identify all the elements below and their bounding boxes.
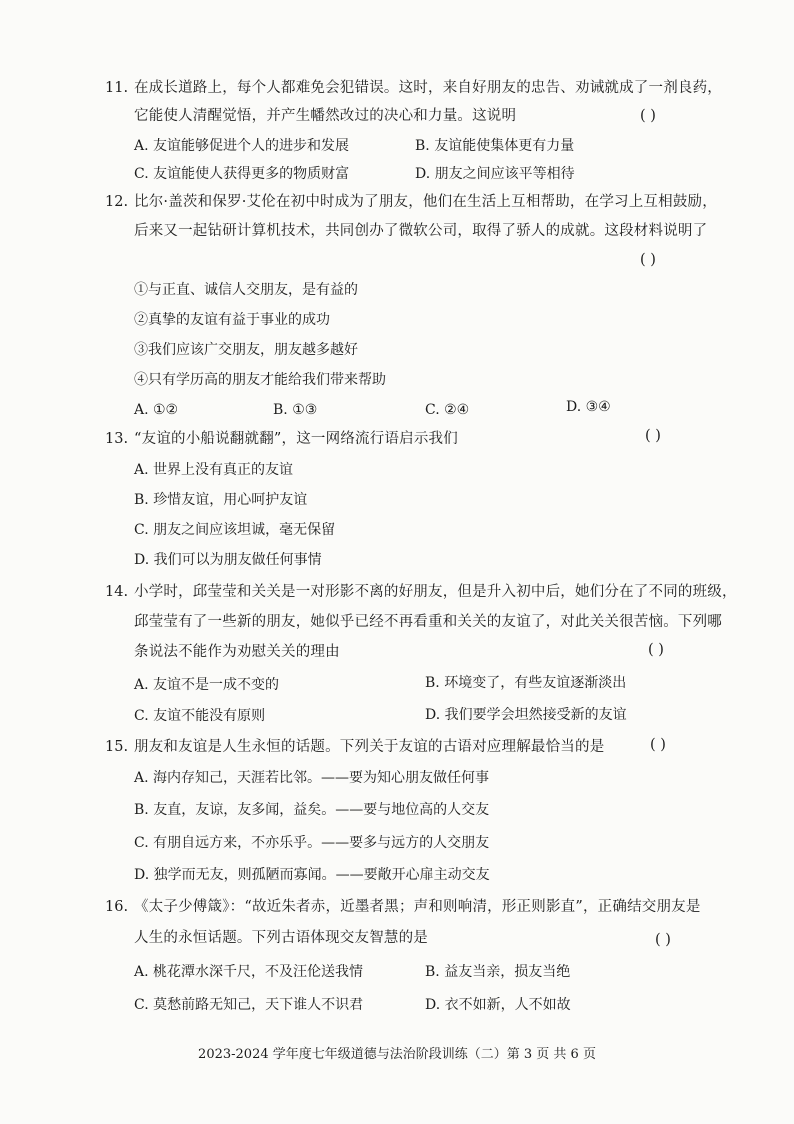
question-stem-line: 小学时，邱莹莹和关关是一对形影不离的好朋友，但是升入初中后，她们分在了不同的班级， (134, 584, 737, 600)
option-d: D. 我们可以为朋友做任何事情 (134, 552, 322, 568)
option-b: B. 益友当亲，损友当绝 (425, 964, 571, 980)
option-b: B. 友谊能使集体更有力量 (415, 138, 575, 154)
question-number: 15. (105, 739, 129, 755)
answer-bracket: ( ) (655, 932, 671, 948)
option-d: D. 我们要学会坦然接受新的友谊 (425, 707, 627, 723)
answer-bracket: ( ) (648, 642, 664, 658)
question-stem-line: 《太子少傅箴》：“故近朱者赤，近墨者黑；声和则响清，形正则影直”，正确结交朋友是 (134, 899, 701, 915)
option-c: C. 莫愁前路无知己，天下谁人不识君 (134, 997, 364, 1013)
option-c: C. 朋友之间应该坦诚，毫无保留 (134, 522, 336, 538)
question-stem-line: 后来又一起钻研计算机技术，共同创办了微软公司，取得了骄人的成就。这段材料说明了 (134, 223, 708, 239)
question-number: 14. (105, 584, 129, 600)
option-b: B. 环境变了，有些友谊逐渐淡出 (425, 675, 627, 691)
option-b: B. 珍惜友谊，用心呵护友谊 (134, 492, 308, 508)
answer-bracket: ( ) (640, 252, 656, 268)
option-c: C. 有朋自远方来，不亦乐乎。——要多与远方的人交朋友 (134, 835, 490, 851)
answer-bracket: ( ) (640, 108, 656, 124)
question-stem-line: 在成长道路上，每个人都难免会犯错误。这时，来自好朋友的忠告、劝诫就成了一剂良药， (134, 80, 722, 96)
option-a: A. 友谊能够促进个人的进步和发展 (134, 138, 350, 154)
option-a: A. 海内存知己，天涯若比邻。——要为知心朋友做任何事 (134, 770, 490, 786)
question-stem-line: 人生的永恒话题。下列古语体现交友智慧的是 (134, 930, 428, 946)
option-b: B. ①③ (273, 402, 318, 418)
question-stem-line: 邱莹莹有了一些新的朋友，她似乎已经不再看重和关关的友谊了，对此关关很苦恼。下列哪 (134, 614, 722, 630)
option-c: C. 友谊不能没有原则 (134, 708, 266, 724)
option-d: D. 衣不如新，人不如故 (425, 997, 571, 1013)
option-a: A. ①② (134, 402, 179, 418)
statement-3: ③我们应该广交朋友，朋友越多越好 (134, 342, 358, 358)
answer-bracket: ( ) (650, 737, 666, 753)
option-d: D. 独学而无友，则孤陋而寡闻。——要敞开心扉主动交友 (134, 867, 490, 883)
question-stem-line: 条说法不能作为劝慰关关的理由 (134, 644, 340, 660)
question-number: 16. (105, 899, 129, 915)
statement-1: ①与正直、诚信人交朋友，是有益的 (134, 282, 358, 298)
question-stem-line: 它能使人清醒觉悟，并产生幡然改过的决心和力量。这说明 (134, 108, 517, 124)
question-stem-line: 比尔·盖茨和保罗·艾伦在初中时成为了朋友，他们在生活上互相帮助，在学习上互相鼓励， (134, 194, 717, 210)
option-d: D. ③④ (566, 399, 611, 415)
question-stem-line: “友谊的小船说翻就翻”，这一网络流行语启示我们 (134, 431, 458, 447)
question-number: 11. (105, 80, 129, 96)
option-d: D. 朋友之间应该平等相待 (415, 166, 575, 182)
page-footer: 2023-2024 学年度七年级道德与法治阶段训练（二）第 3 页 共 6 页 (198, 1047, 596, 1062)
option-a: A. 桃花潭水深千尺，不及汪伦送我情 (134, 964, 364, 980)
option-a: A. 友谊不是一成不变的 (134, 677, 280, 693)
statement-2: ②真挚的友谊有益于事业的成功 (134, 312, 330, 328)
answer-bracket: ( ) (645, 428, 661, 444)
question-stem-line: 朋友和友谊是人生永恒的话题。下列关于友谊的古语对应理解最恰当的是 (134, 739, 605, 755)
statement-4: ④只有学历高的朋友才能给我们带来帮助 (134, 372, 386, 388)
option-b: B. 友直，友谅，友多闻，益矣。——要与地位高的人交友 (134, 802, 490, 818)
option-c: C. ②④ (425, 402, 470, 418)
option-a: A. 世界上没有真正的友谊 (134, 462, 294, 478)
option-c: C. 友谊能使人获得更多的物质财富 (134, 166, 350, 182)
question-number: 12. (105, 194, 129, 210)
question-number: 13. (105, 431, 129, 447)
